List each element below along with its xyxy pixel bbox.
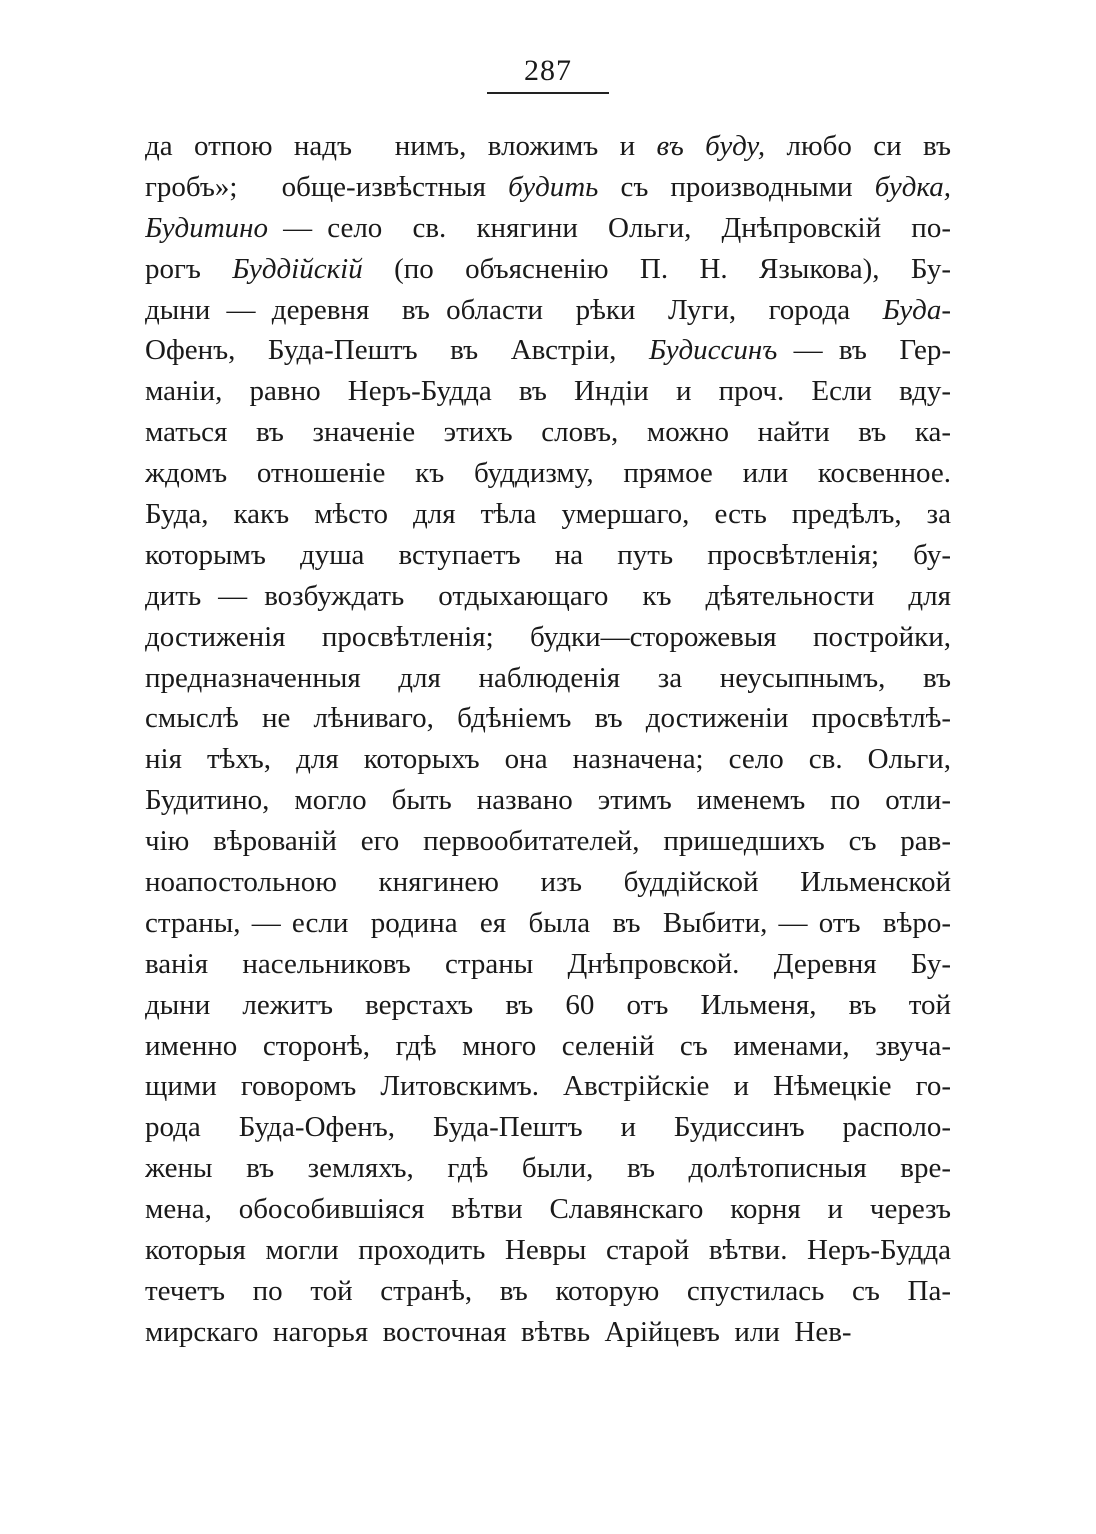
text-segment: щими говоромъ Литовскимъ. Австрійскіе и Нѣмецкіе го- xyxy=(145,1070,951,1103)
text-line xyxy=(145,412,951,453)
text-line xyxy=(145,290,951,331)
text-segment: страны, — если родина ея была въ Выбити, — отъ вѣро- xyxy=(145,906,951,939)
text-segment: течетъ по той странѣ, въ которую спустилась съ Па- xyxy=(145,1274,951,1307)
text-segment: смыслѣ не лѣниваго, бдѣніемъ въ достиженіи просвѣтлѣ- xyxy=(145,702,951,735)
text-line xyxy=(145,249,951,290)
text-line xyxy=(145,862,951,903)
text-segment: достиженія просвѣтленія; будки—сторожевыя постройки, xyxy=(145,620,951,653)
text-segment: которыя могли проходить Невры старой вѣтви. Неръ-Будда xyxy=(145,1234,951,1267)
text-segment: маніи, равно Неръ-Будда въ Индіи и проч. Если вду- xyxy=(145,375,951,408)
text-segment: съ производными xyxy=(598,170,875,203)
italic-text: будка, xyxy=(874,170,951,203)
text-line xyxy=(145,126,951,167)
text-line xyxy=(145,535,951,576)
text-line xyxy=(145,1107,951,1148)
text-line xyxy=(145,985,951,1026)
text-line xyxy=(145,208,951,249)
text-line xyxy=(145,944,951,985)
text-line xyxy=(145,1026,951,1067)
text-line xyxy=(145,780,951,821)
text-segment: дыни лежитъ верстахъ въ 60 отъ Ильменя, въ той xyxy=(145,988,951,1021)
text-line xyxy=(145,698,951,739)
text-line xyxy=(145,371,951,412)
body-text xyxy=(145,126,951,1353)
text-segment: — село св. княгини Ольги, Днѣпровскій по- xyxy=(268,211,951,244)
text-segment: именно сторонѣ, гдѣ много селеній съ именами, звуча- xyxy=(145,1029,951,1062)
text-segment: ноапостольною княгинею изъ буддійской Ильменской xyxy=(145,866,951,899)
text-line xyxy=(145,1312,951,1353)
text-line xyxy=(145,903,951,944)
text-segment: мена, обособившіяся вѣтви Славянскаго корня и черезъ xyxy=(145,1193,951,1226)
text-segment: ждомъ отношеніе къ буддизму, прямое или косвенное. xyxy=(145,457,951,490)
text-segment: гробъ»; обще-извѣстныя xyxy=(145,170,509,203)
text-line xyxy=(145,494,951,535)
page-number-rule xyxy=(487,92,609,94)
text-line xyxy=(145,1230,951,1271)
text-segment: Буда, какъ мѣсто для тѣла умершаго, есть предѣлъ, за xyxy=(145,498,951,531)
text-segment: которымъ душа вступаетъ на путь просвѣтленія; бу- xyxy=(145,538,951,571)
text-segment: маться въ значеніе этихъ словъ, можно найти въ ка- xyxy=(145,416,951,449)
text-segment: любо си въ xyxy=(765,130,951,162)
text-segment: рогъ xyxy=(145,252,233,285)
text-segment: — въ Гер- xyxy=(777,334,951,367)
text-segment: мирскаго нагорья восточная вѣтвь Арійцевъ или Нев- xyxy=(145,1315,852,1348)
italic-text: Будиссинъ xyxy=(648,334,778,367)
text-line xyxy=(145,617,951,658)
text-segment: дить — возбуждать отдыхающаго къ дѣятельности для xyxy=(145,579,951,612)
text-segment: рода Буда-Офенъ, Буда-Пештъ и Будиссинъ располо- xyxy=(145,1111,951,1144)
text-segment: дыни — деревня въ области рѣки Луги, города xyxy=(145,293,883,326)
page-number: 287 xyxy=(524,54,572,87)
text-line xyxy=(145,1271,951,1312)
text-segment: Будитино, могло быть названо этимъ именемъ по отли- xyxy=(145,784,951,817)
text-line xyxy=(145,453,951,494)
text-segment: жены въ земляхъ, гдѣ были, въ долѣтописныя вре- xyxy=(145,1152,951,1185)
text-line xyxy=(145,658,951,699)
text-line xyxy=(145,330,951,371)
text-line xyxy=(145,821,951,862)
text-segment: ванія насельниковъ страны Днѣпровской. Деревня Бу- xyxy=(145,947,951,980)
text-line xyxy=(145,1189,951,1230)
italic-text: Буддійскій xyxy=(232,252,363,285)
text-line xyxy=(145,167,951,208)
text-segment: да отпою надъ нимъ, вложимъ и xyxy=(145,130,657,162)
italic-text: будить xyxy=(508,170,599,203)
text-segment: чію вѣрованій его первообитателей, пришедшихъ съ рав- xyxy=(145,825,951,858)
text-segment: Офенъ, Буда-Пештъ въ Австріи, xyxy=(145,334,649,367)
text-line xyxy=(145,1066,951,1107)
text-line xyxy=(145,1148,951,1189)
text-line xyxy=(145,576,951,617)
italic-text: въ буду, xyxy=(656,130,766,162)
text-segment: (по объясненію П. Н. Языкова), Бу- xyxy=(362,252,951,285)
text-line xyxy=(145,739,951,780)
text-segment: нія тѣхъ, для которыхъ она назначена; село св. Ольги, xyxy=(145,743,951,776)
italic-text: Будитино xyxy=(145,211,269,244)
italic-text: Буда- xyxy=(882,293,951,326)
text-segment: предназначенныя для наблюденія за неусыпнымъ, въ xyxy=(145,661,951,694)
